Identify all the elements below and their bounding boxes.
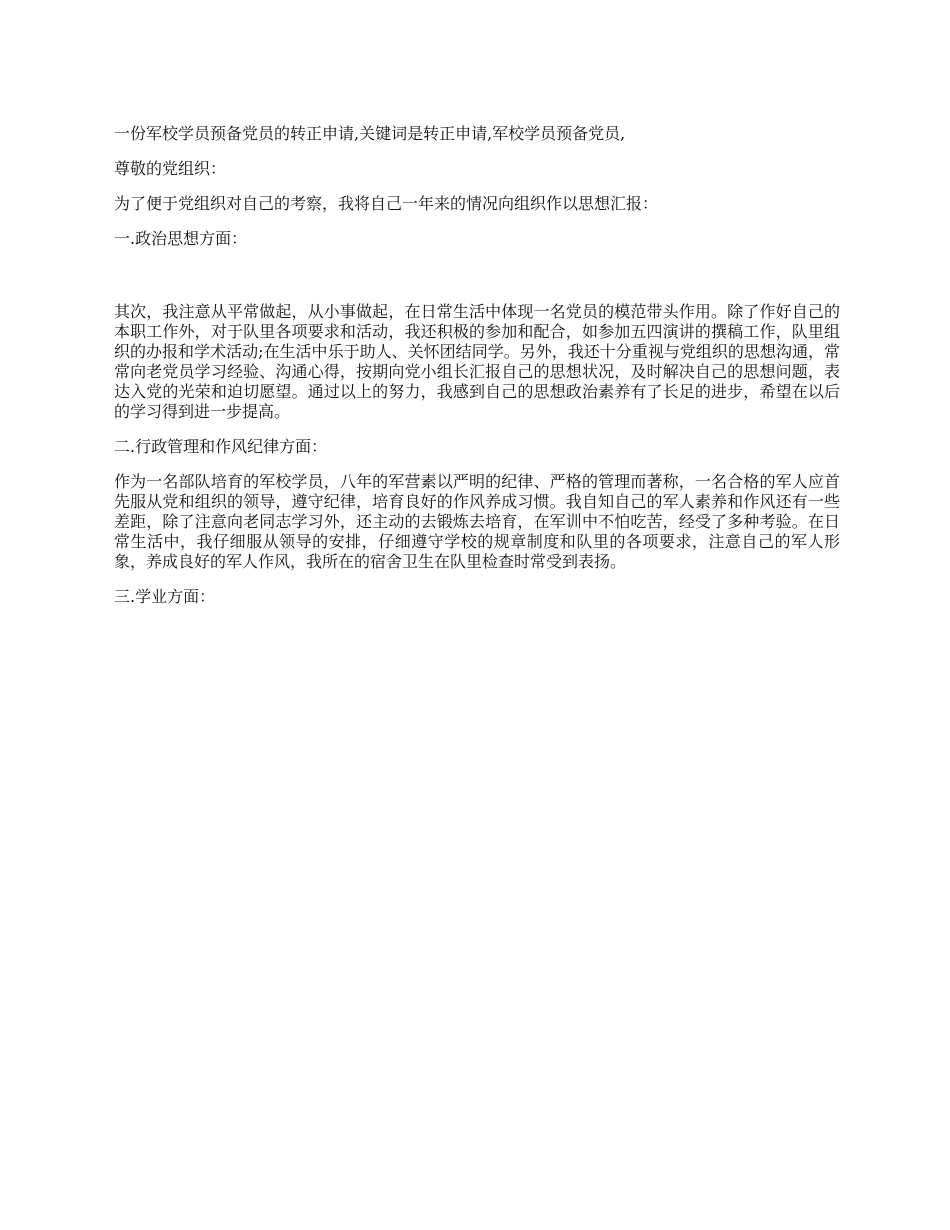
document-content bbox=[114, 124, 840, 622]
salutation: 尊敬的党组织： bbox=[114, 159, 227, 178]
section1-heading: 一.政治思想方面： bbox=[114, 229, 248, 248]
section2-heading: 二.行政管理和作风纪律方面： bbox=[114, 437, 328, 456]
section2-body: 作为一名部队培育的军校学员，八年的军营素以严明的纪律、严格的管理而著称，一名合格的军人应首先服从党和组织的领导，遵守纪律，培育良好的作风养成习惯。我自知自己的军人素养和作风还有一些差距，除了注意向老同志学习外，还主动的去锻炼去培育，在军训中不怕吃苦，经受了多种考验。在日常生活中，我仔细服从领导的安排，仔细遵守学校的规章制度和队里的各项要求，注意自己的军人形象，养成良好的军人作风，我所在的宿舍卫生在队里检查时常受到表扬。 bbox=[114, 472, 840, 571]
section3-heading: 三.学业方面： bbox=[114, 587, 216, 606]
opening-paragraph: 为了便于党组织对自己的考察，我将自己一年来的情况向组织作以思想汇报： bbox=[114, 194, 659, 213]
blank-space bbox=[114, 264, 840, 302]
section1-body: 其次，我注意从平常做起，从小事做起，在日常生活中体现一名党员的模范带头作用。除了作好自己的本职工作外，对于队里各项要求和活动，我还积极的参加和配合，如参加五四演讲的撰稿工作，队里组织的办报和学术活动;在生活中乐于助人、关怀团结同学。另外，我还十分重视与党组织的思想沟通，常常向老党员学习经验、沟通心得，按期向党小组长汇报自己的思想状况，及时解决自己的思想问题，表达入党的光荣和迫切愿望。通过以上的努力，我感到自己的思想政治素养有了长足的进步，希望在以后的学习得到进一步提高。 bbox=[114, 302, 840, 421]
intro-line: 一份军校学员预备党员的转正申请,关键词是转正申请,军校学员预备党员, bbox=[114, 124, 626, 143]
